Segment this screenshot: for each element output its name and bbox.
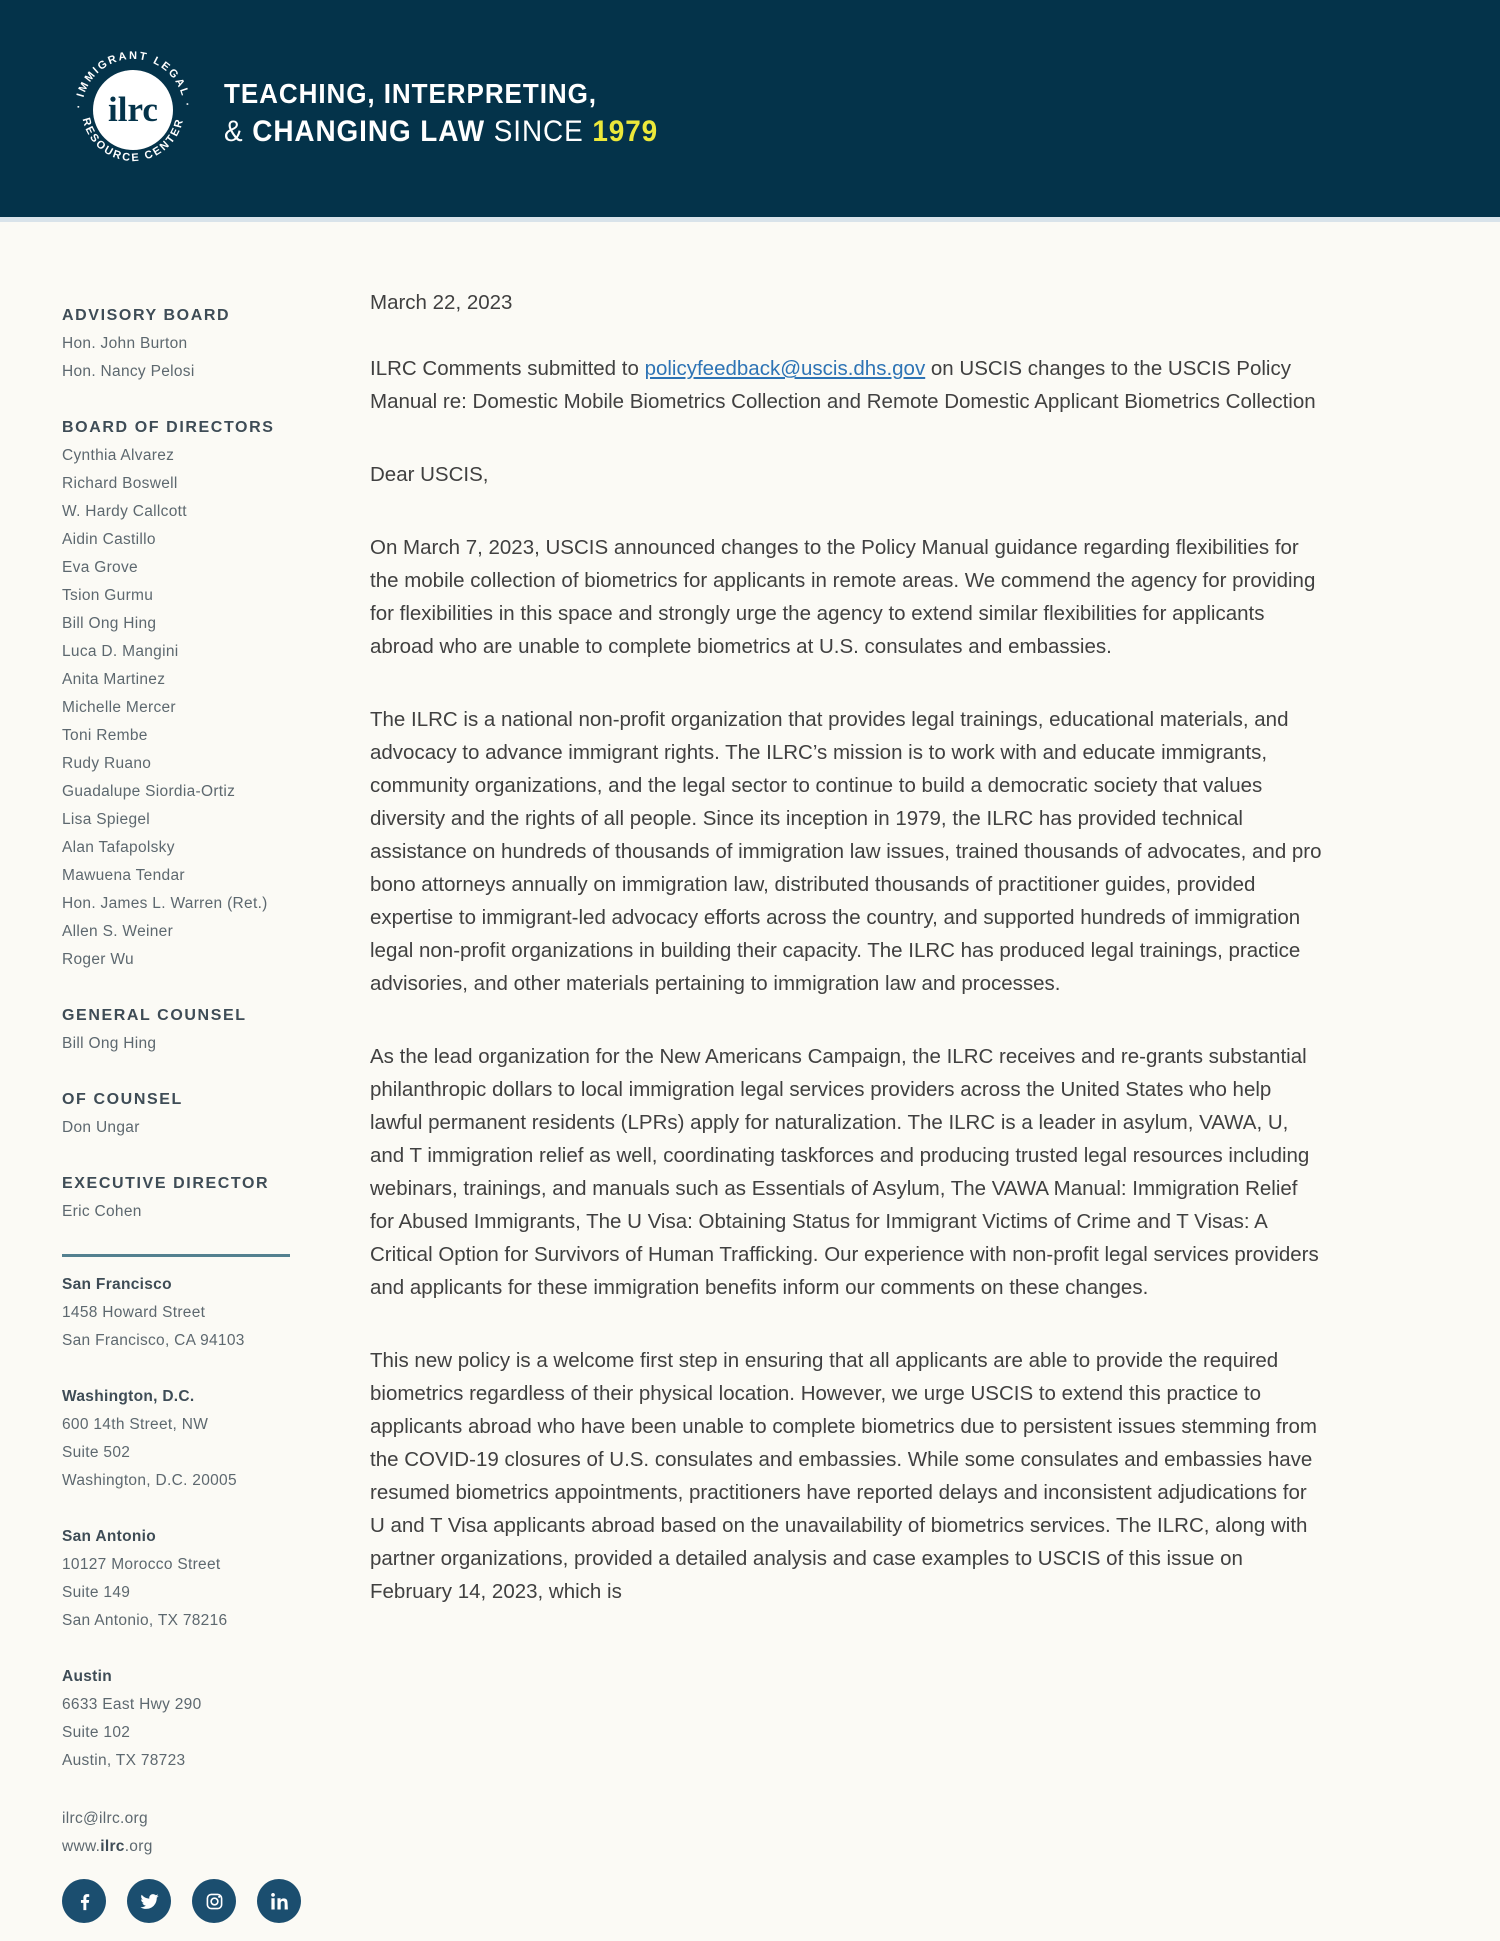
tagline-changing-law: CHANGING LAW [252,115,486,148]
sidebar-person-name: Bill Ong Hing [62,615,157,632]
office-city-name: Washington, D.C. [62,1388,195,1405]
office-address-line: 6633 East Hwy 290 [62,1696,202,1713]
tagline-ampersand: & [224,115,253,148]
sidebar-section-heading: OF COUNSEL [62,1091,183,1108]
sidebar-section-heading: ADVISORY BOARD [62,307,231,324]
sidebar-person-name: Toni Rembe [62,727,148,744]
social-instagram-button[interactable] [192,1879,236,1923]
instagram-icon [203,1890,226,1913]
office-address-line: San Antonio, TX 78216 [62,1612,228,1629]
office-address-line: Washington, D.C. 20005 [62,1472,237,1489]
sidebar-person-name: Michelle Mercer [62,699,176,716]
header-tagline [224,76,658,152]
sidebar-section-heading: GENERAL COUNSEL [62,1007,247,1024]
sidebar-person-name: Lisa Spiegel [62,811,151,828]
office-address-line: 1458 Howard Street [62,1304,206,1321]
logo-arc-bottom-text: RESOURCE CENTER [79,116,187,165]
sidebar-person-name: Hon. James L. Warren (Ret.) [62,895,268,912]
tagline-year: 1979 [592,115,659,148]
office-address-line: Suite 149 [62,1584,131,1601]
letter-date: March 22, 2023 [370,291,513,314]
sidebar-person-name: Rudy Ruano [62,755,152,772]
sidebar-section [62,414,302,974]
tagline-line2 [224,112,658,152]
linkedin-icon [268,1890,291,1913]
sidebar-person-name: Guadalupe Siordia-Ortiz [62,783,236,800]
office-block [62,1271,302,1355]
sidebar-person-name: Anita Martinez [62,671,166,688]
contact-block [62,1805,302,1861]
office-address-line: 600 14th Street, NW [62,1416,209,1433]
letter-paragraph: On March 7, 2023, USCIS announced changes to the Policy Manual guidance regarding flexibilities for the mobile collection of biometrics for applicants in remote areas. We commend the agency for providing for flexibilities in this space and strongly urge the agency to extend similar flexibilities for applicants abroad who are unable to complete biometrics at U.S. consulates and embassies. [370,536,1316,658]
sidebar-person-name: Cynthia Alvarez [62,447,175,464]
sidebar-person-name: Tsion Gurmu [62,587,154,604]
sidebar-section [62,1086,302,1142]
sidebar-section-heading: EXECUTIVE DIRECTOR [62,1175,270,1192]
sidebar [62,222,302,1923]
letter-salutation: Dear USCIS, [370,463,489,486]
sidebar-person-name: Alan Tafapolsky [62,839,175,856]
sidebar-person-name: Richard Boswell [62,475,178,492]
tagline-line1: TEACHING, INTERPRETING, [224,78,597,109]
sidebar-person-name: Hon. John Burton [62,335,188,352]
office-address-line: Suite 102 [62,1724,131,1741]
letter-paragraph: This new policy is a welcome first step in ensuring that all applicants are able to provide the required biometrics regardless of their physical location. However, we urge USCIS to extend this practice to applicants abroad who have been unable to complete biometrics due to persistent issues stemming from the COVID-19 closures of U.S. consulates and embassies. While some consulates and embassies have resumed biometrics appointments, practitioners have reported delays and inconsistent adjudications for U and T Visa applicants abroad based on the unavailability of biometrics services. The ILRC, along with partner organizations, provided a detailed analysis and case examples to USCIS of this issue on February 14, 2023, which is [370,1349,1317,1603]
header-band [0,0,1500,222]
tagline-since: SINCE [485,115,593,148]
sidebar-person-name: Allen S. Weiner [62,923,174,940]
contact-email: ilrc@ilrc.org [62,1810,148,1827]
office-city-name: San Antonio [62,1528,156,1545]
logo-arc-top-text: · IMMIGRANT LEGAL · [72,49,194,109]
social-twitter-button[interactable] [127,1879,171,1923]
social-facebook-button[interactable] [62,1879,106,1923]
contact-website: www.ilrc.org [62,1838,153,1855]
subject-text-before: ILRC Comments submitted to [370,357,645,380]
office-city-name: San Francisco [62,1276,172,1293]
sidebar-divider [62,1254,290,1257]
sidebar-person-name: Eric Cohen [62,1203,142,1220]
subject-text-after: on USCIS changes to the USCIS Policy Manual re: Domestic Mobile Biometrics Collection and Remote Domestic Applicant Biometrics Collection [370,357,1316,413]
sidebar-person-name: Aidin Castillo [62,531,156,548]
sidebar-person-name: Luca D. Mangini [62,643,179,660]
twitter-icon [138,1890,161,1913]
office-address-line: 10127 Morocco Street [62,1556,221,1573]
office-block [62,1523,302,1635]
sidebar-section-heading: BOARD OF DIRECTORS [62,419,275,436]
office-block [62,1663,302,1775]
social-row [62,1879,302,1923]
logo-monogram: ilrc [108,90,158,129]
office-address-line: Austin, TX 78723 [62,1752,186,1769]
sidebar-section [62,302,302,386]
sidebar-section [62,1170,302,1226]
office-address-line: San Francisco, CA 94103 [62,1332,245,1349]
sidebar-person-name: Don Ungar [62,1119,140,1136]
policy-feedback-email-link[interactable]: policyfeedback@uscis.dhs.gov [644,357,926,380]
letter-subject [370,352,1322,418]
sidebar-section [62,1002,302,1058]
sidebar-person-name: W. Hardy Callcott [62,503,187,520]
office-city-name: Austin [62,1668,113,1685]
letter-paragraph: As the lead organization for the New Americans Campaign, the ILRC receives and re-grants substantial philanthropic dollars to local immigration legal services providers across the United States who help lawful permanent residents (LPRs) apply for naturalization. The ILRC is a leader in asylum, VAWA, U, and T immigration relief as well, coordinating taskforces and producing trusted legal resources including webinars, trainings, and manuals such as Essentials of Asylum, The VAWA Manual: Immigration Relief for Abused Immigrants, The U Visa: Obtaining Status for Immigrant Victims of Crime and T Visas: A Critical Option for Survivors of Human Trafficking. Our experience with non-profit legal services providers and applicants for these immigration benefits inform our comments on these changes. [370,1045,1319,1299]
sidebar-person-name: Mawuena Tendar [62,867,185,884]
sidebar-person-name: Hon. Nancy Pelosi [62,363,195,380]
letter-paragraph: The ILRC is a national non-profit organization that provides legal trainings, educational materials, and advocacy to advance immigrant rights. The ILRC’s mission is to work with and educate immigrants, community organizations, and the legal sector to continue to build a democratic society that values diversity and the rights of all people. Since its inception in 1979, the ILRC has provided technical assistance on hundreds of thousands of immigration law issues, trained thousands of advocates, and pro bono attorneys annually on immigration law, distributed thousands of practitioner guides, provided expertise to immigrant-led advocacy efforts across the country, and supported hundreds of immigration legal non-profit organizations in building their capacity. The ILRC has produced legal trainings, practice advisories, and other materials pertaining to immigration law and processes. [370,708,1322,995]
social-linkedin-button[interactable] [257,1879,301,1923]
letter-body [370,222,1322,1608]
office-address-line: Suite 502 [62,1444,131,1461]
ilrc-logo [58,38,208,188]
office-block [62,1383,302,1495]
sidebar-person-name: Roger Wu [62,951,134,968]
sidebar-person-name: Eva Grove [62,559,138,576]
sidebar-person-name: Bill Ong Hing [62,1035,157,1052]
facebook-icon [73,1890,96,1913]
